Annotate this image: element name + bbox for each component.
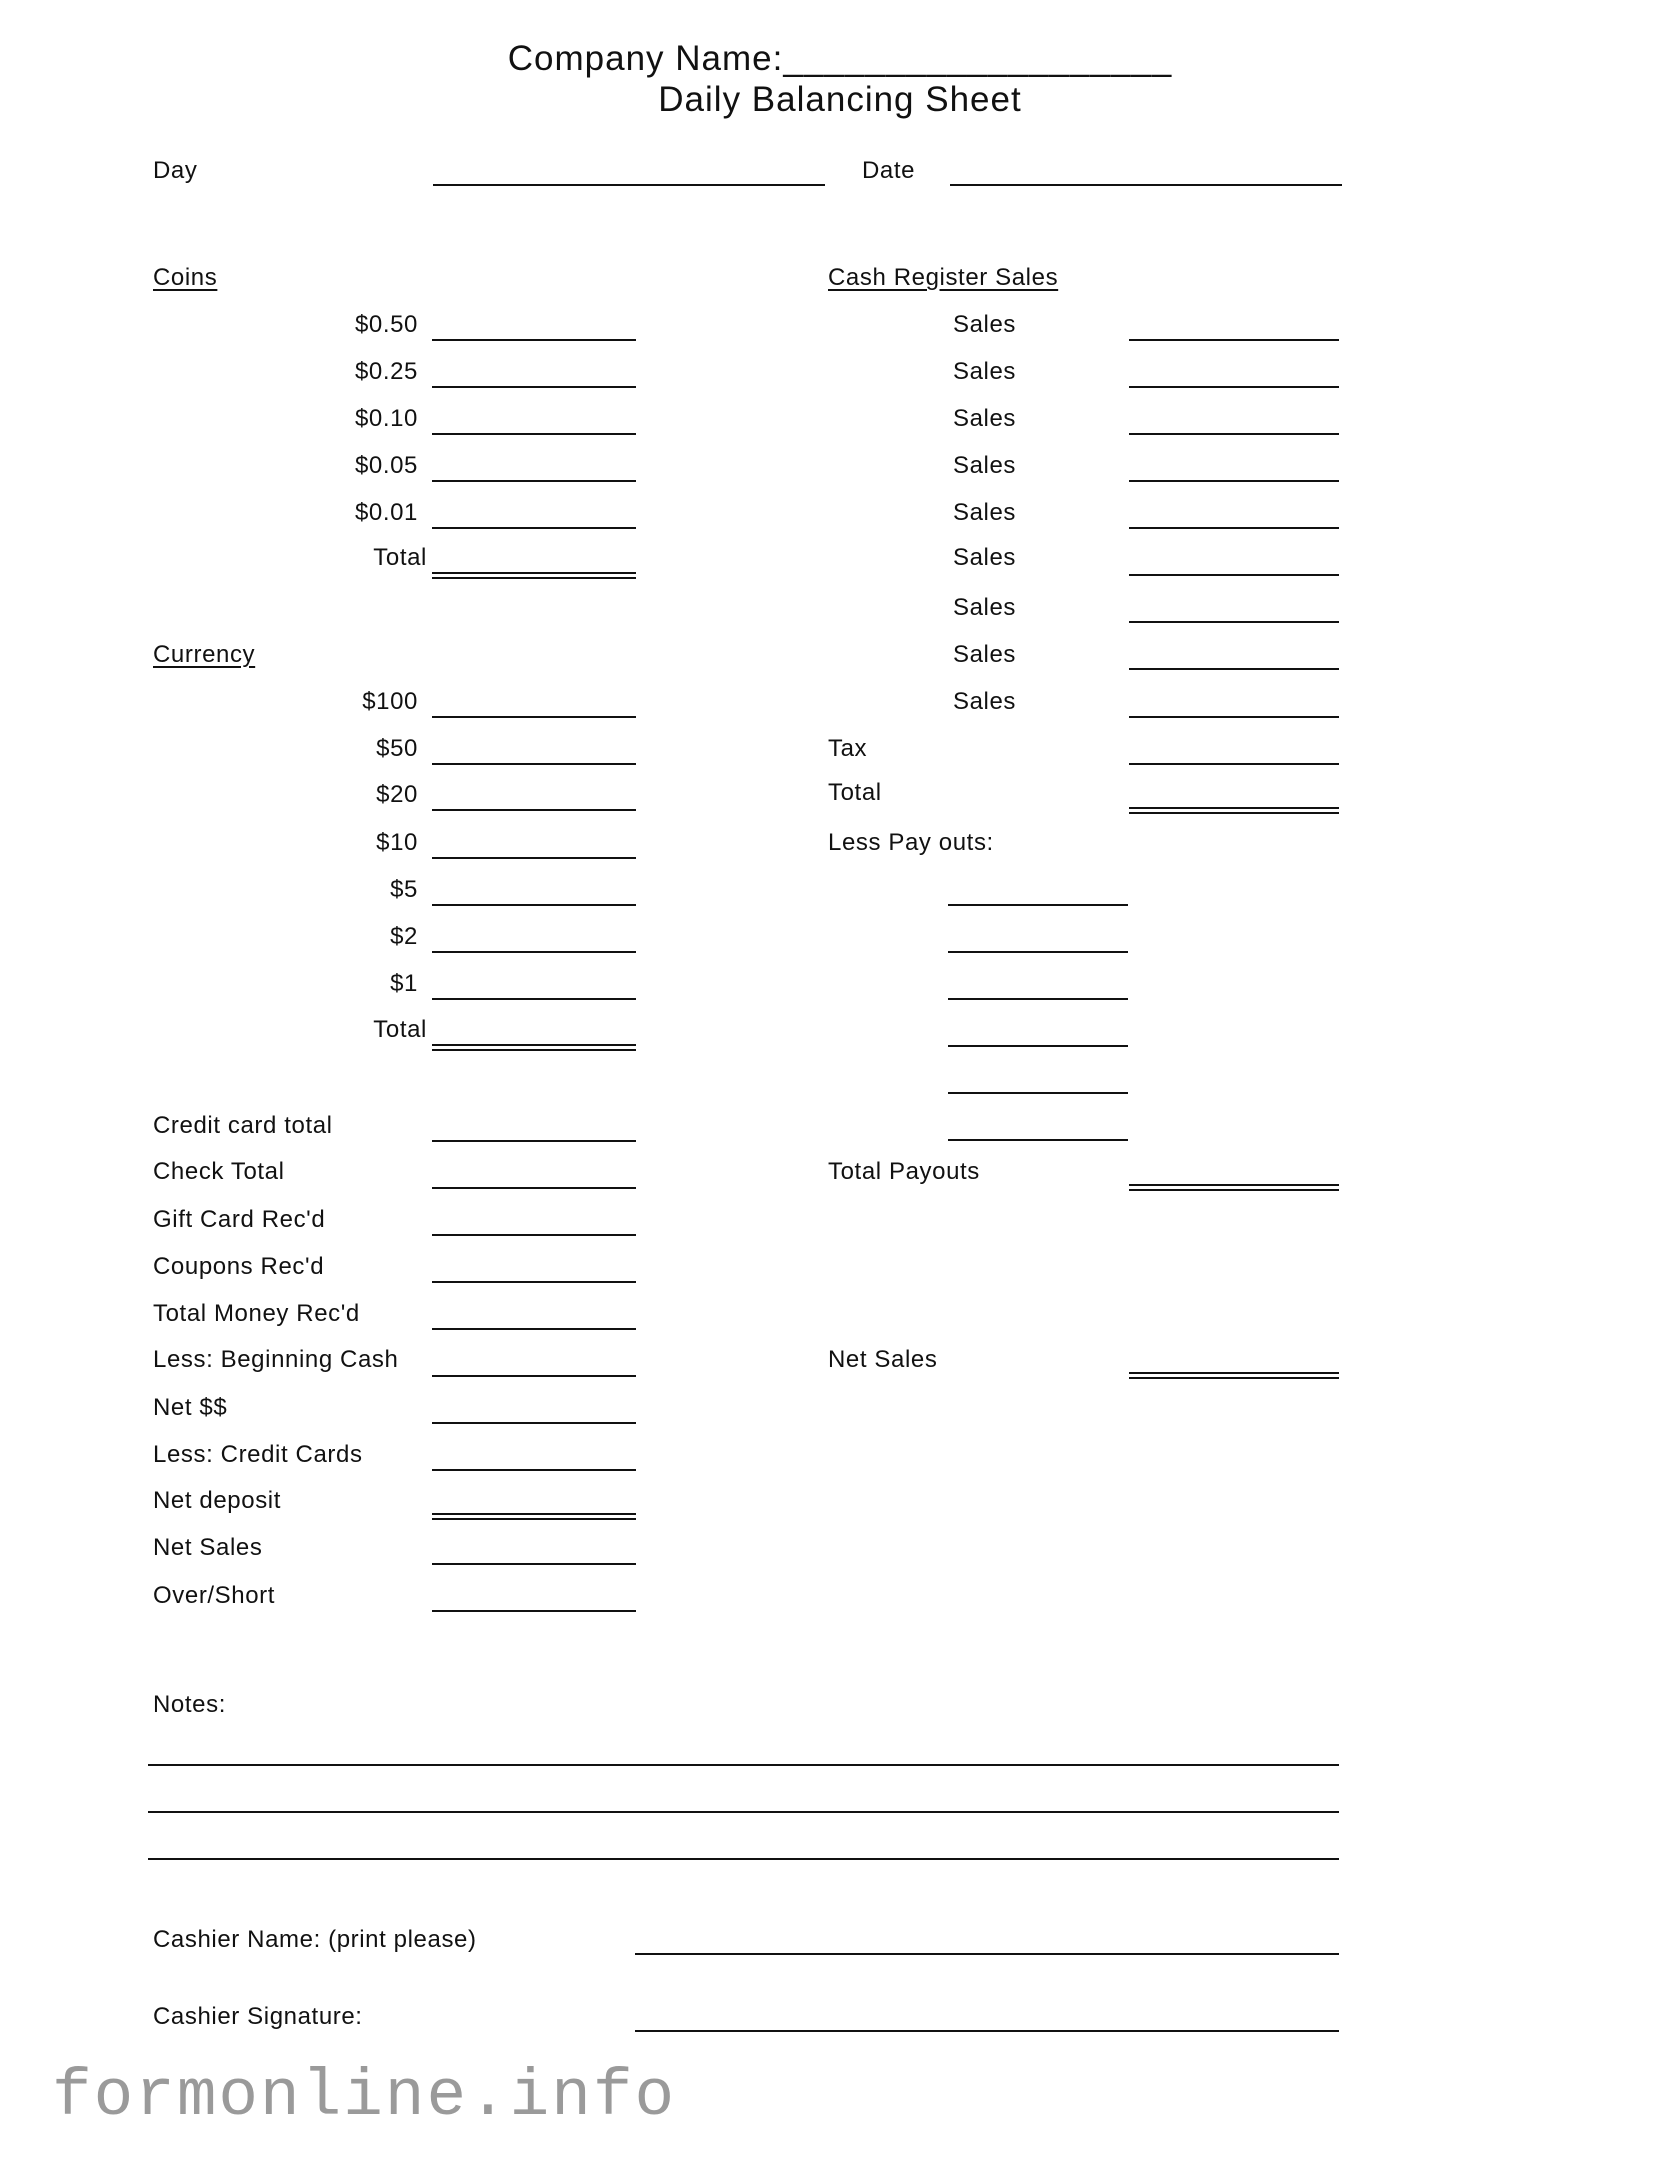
- notes-line-1[interactable]: [148, 1764, 1339, 1766]
- sales-label-4: Sales: [953, 452, 1017, 479]
- net-sales-left-field[interactable]: [432, 1563, 636, 1565]
- payout-field-1[interactable]: [948, 904, 1128, 906]
- coin-label-1c: $0.01: [354, 499, 418, 526]
- coin-label-50c: $0.50: [354, 311, 418, 338]
- net-deposit-label: Net deposit: [153, 1487, 282, 1514]
- over-short-label: Over/Short: [153, 1582, 276, 1609]
- date-label: Date: [862, 157, 916, 184]
- cashier-signature-field[interactable]: [635, 2030, 1339, 2032]
- check-total-label: Check Total: [153, 1158, 285, 1185]
- coins-total-field[interactable]: [432, 572, 636, 579]
- coin-field-5c[interactable]: [432, 480, 636, 482]
- coins-total-label: Total: [373, 544, 427, 571]
- currency-field-100[interactable]: [432, 716, 636, 718]
- sales-field-3[interactable]: [1129, 433, 1339, 435]
- sales-field-1[interactable]: [1129, 339, 1339, 341]
- gift-card-field[interactable]: [432, 1234, 636, 1236]
- day-field[interactable]: [433, 184, 825, 186]
- currency-label-20: $20: [376, 781, 418, 808]
- currency-label-1: $1: [390, 970, 418, 997]
- payout-field-3[interactable]: [948, 998, 1128, 1000]
- less-credit-cards-field[interactable]: [432, 1469, 636, 1471]
- beginning-cash-label: Less: Beginning Cash: [153, 1346, 399, 1373]
- sales-field-7[interactable]: [1129, 621, 1339, 623]
- currency-label-100: $100: [362, 688, 418, 715]
- payout-field-5[interactable]: [948, 1092, 1128, 1094]
- date-field[interactable]: [950, 184, 1342, 186]
- coin-label-5c: $0.05: [354, 452, 418, 479]
- currency-label-50: $50: [376, 735, 418, 762]
- net-sales-left-label: Net Sales: [153, 1534, 263, 1561]
- currency-label-10: $10: [376, 829, 418, 856]
- sales-field-5[interactable]: [1129, 527, 1339, 529]
- net-dollars-label: Net $$: [153, 1394, 228, 1421]
- notes-label: Notes:: [153, 1691, 226, 1718]
- payout-field-6[interactable]: [948, 1139, 1128, 1141]
- currency-field-1[interactable]: [432, 998, 636, 1000]
- currency-label-5: $5: [390, 876, 418, 903]
- sales-field-2[interactable]: [1129, 386, 1339, 388]
- sales-field-8[interactable]: [1129, 668, 1339, 670]
- company-name-title: Company Name:___________________: [507, 39, 1173, 78]
- cashier-signature-label: Cashier Signature:: [153, 2003, 363, 2030]
- total-money-label: Total Money Rec'd: [153, 1300, 360, 1327]
- tax-field[interactable]: [1129, 763, 1339, 765]
- coupons-label: Coupons Rec'd: [153, 1253, 325, 1280]
- page-title: Daily Balancing Sheet: [658, 80, 1022, 119]
- net-sales-right-field[interactable]: [1129, 1372, 1339, 1379]
- coin-field-10c[interactable]: [432, 433, 636, 435]
- currency-field-10[interactable]: [432, 857, 636, 859]
- register-total-label: Total: [828, 779, 882, 806]
- total-money-field[interactable]: [432, 1328, 636, 1330]
- net-sales-right-label: Net Sales: [828, 1346, 938, 1373]
- payout-field-4[interactable]: [948, 1045, 1128, 1047]
- cashier-name-field[interactable]: [635, 1953, 1339, 1955]
- currency-field-20[interactable]: [432, 809, 636, 811]
- coin-label-25c: $0.25: [354, 358, 418, 385]
- currency-field-5[interactable]: [432, 904, 636, 906]
- check-total-field[interactable]: [432, 1187, 636, 1189]
- coin-field-25c[interactable]: [432, 386, 636, 388]
- currency-total-field[interactable]: [432, 1044, 636, 1051]
- sales-label-9: Sales: [953, 688, 1017, 715]
- over-short-field[interactable]: [432, 1610, 636, 1612]
- cashier-name-label: Cashier Name: (print please): [153, 1926, 477, 1953]
- less-credit-cards-label: Less: Credit Cards: [153, 1441, 363, 1468]
- day-label: Day: [153, 157, 198, 184]
- sales-label-6: Sales: [953, 544, 1017, 571]
- credit-card-total-label: Credit card total: [153, 1112, 333, 1139]
- currency-field-2[interactable]: [432, 951, 636, 953]
- coin-field-50c[interactable]: [432, 339, 636, 341]
- net-dollars-field[interactable]: [432, 1422, 636, 1424]
- currency-heading: Currency: [153, 641, 256, 668]
- register-heading: Cash Register Sales: [828, 264, 1059, 291]
- sales-label-3: Sales: [953, 405, 1017, 432]
- sales-field-6[interactable]: [1129, 574, 1339, 576]
- payout-field-2[interactable]: [948, 951, 1128, 953]
- sales-label-7: Sales: [953, 594, 1017, 621]
- coin-field-1c[interactable]: [432, 527, 636, 529]
- total-payouts-field[interactable]: [1129, 1184, 1339, 1191]
- notes-line-3[interactable]: [148, 1858, 1339, 1860]
- coupons-field[interactable]: [432, 1281, 636, 1283]
- sales-label-5: Sales: [953, 499, 1017, 526]
- sales-field-4[interactable]: [1129, 480, 1339, 482]
- credit-card-total-field[interactable]: [432, 1140, 636, 1142]
- gift-card-label: Gift Card Rec'd: [153, 1206, 326, 1233]
- register-total-field[interactable]: [1129, 807, 1339, 814]
- currency-total-label: Total: [373, 1016, 427, 1043]
- currency-field-50[interactable]: [432, 763, 636, 765]
- tax-label: Tax: [828, 735, 868, 762]
- coins-heading: Coins: [153, 264, 218, 291]
- less-payouts-label: Less Pay outs:: [828, 829, 994, 856]
- notes-line-2[interactable]: [148, 1811, 1339, 1813]
- sales-label-8: Sales: [953, 641, 1017, 668]
- beginning-cash-field[interactable]: [432, 1375, 636, 1377]
- sales-label-1: Sales: [953, 311, 1017, 338]
- sales-field-9[interactable]: [1129, 716, 1339, 718]
- watermark: formonline.info: [52, 2059, 677, 2134]
- total-payouts-label: Total Payouts: [828, 1158, 980, 1185]
- coin-label-10c: $0.10: [354, 405, 418, 432]
- net-deposit-field[interactable]: [432, 1513, 636, 1520]
- sales-label-2: Sales: [953, 358, 1017, 385]
- currency-label-2: $2: [390, 923, 418, 950]
